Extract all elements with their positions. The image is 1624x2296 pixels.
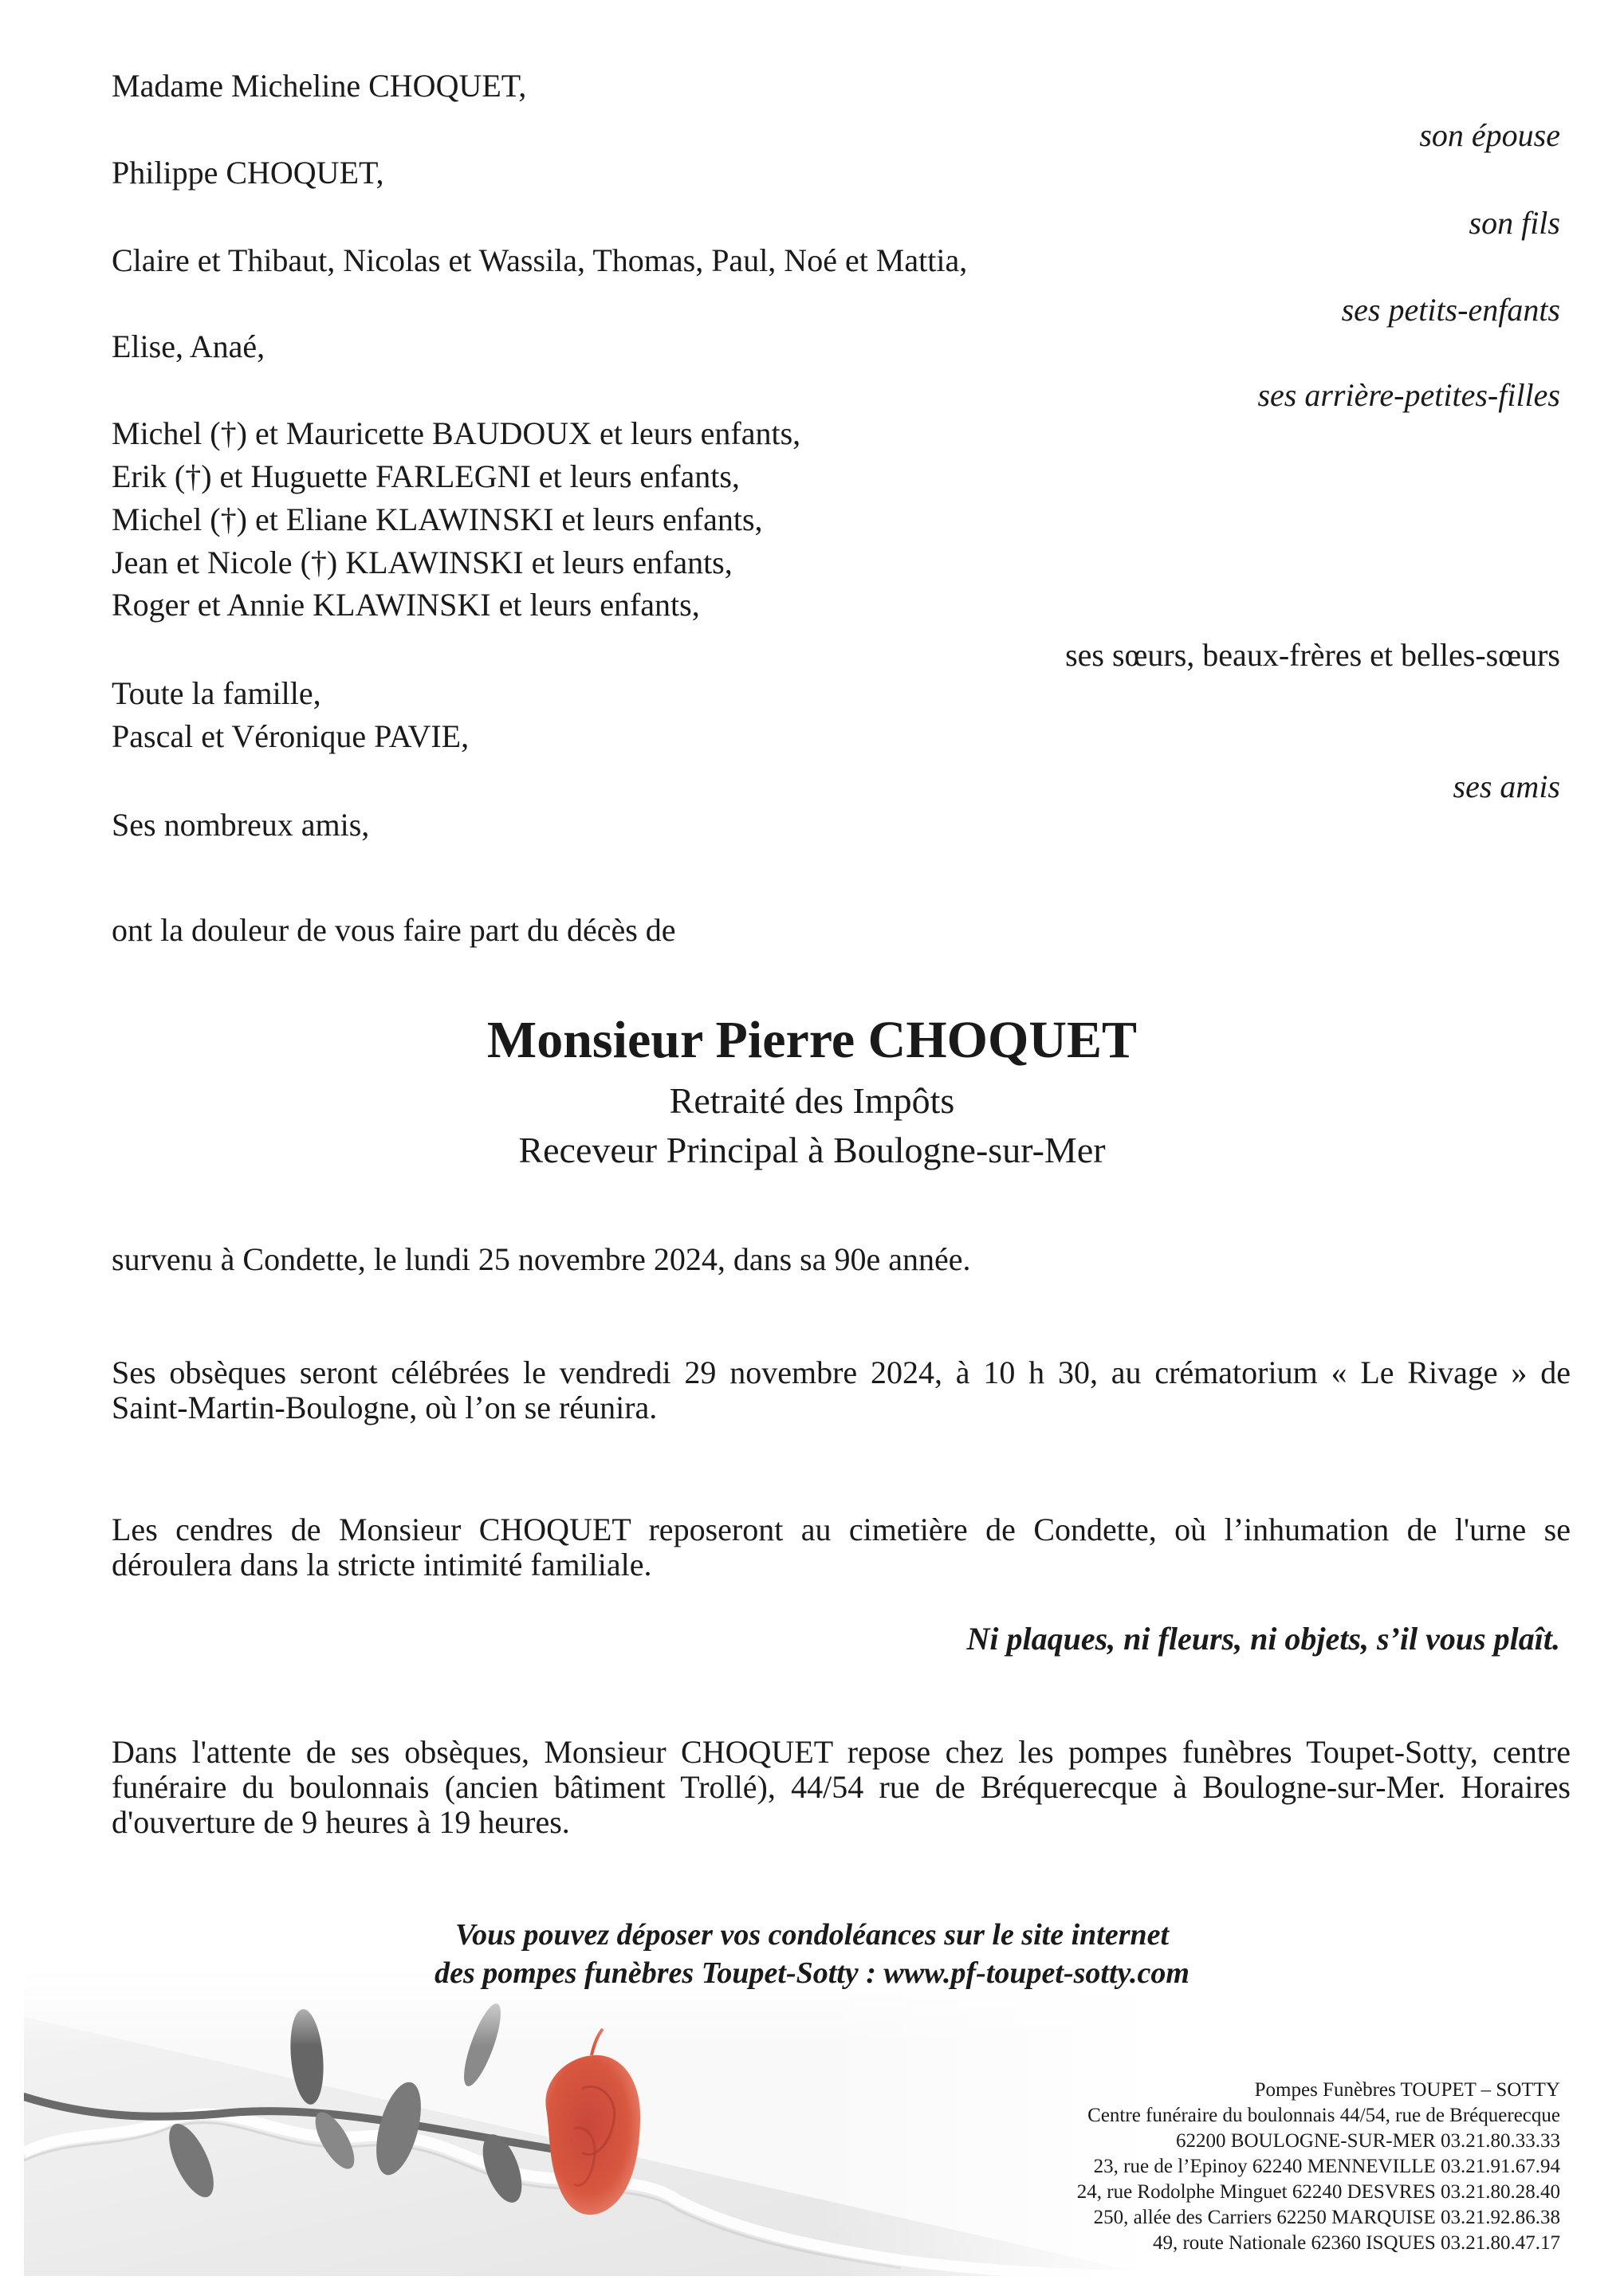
rest-paragraph: [112, 1735, 1571, 1840]
relation-label: ses petits-enfants: [1341, 292, 1560, 328]
rose-on-beach-photo: [24, 1969, 1156, 2276]
relation-label: son épouse: [1419, 117, 1560, 153]
funeral-home-name: Pompes Funèbres TOUPET – SOTTY: [1254, 2079, 1560, 2101]
deceased-title-1: Retraité des Impôts: [669, 1080, 955, 1121]
family-line: Erik (†) et Huguette FARLEGNI et leurs enfants,: [112, 458, 740, 494]
no-flowers-notice: Ni plaques, ni fleurs, ni objets, s’il vous plaît.: [966, 1621, 1560, 1657]
funeral-paragraph: [112, 1355, 1571, 1425]
footer-address-line: 62200 BOULOGNE-SUR-MER 03.21.80.33.33: [1176, 2130, 1560, 2152]
family-line: Claire et Thibaut, Nicolas et Wassila, Thomas, Paul, Noé et Mattia,: [112, 242, 968, 278]
funeral-home-footer: [1077, 2078, 1560, 2256]
funeral-line: Saint-Martin-Boulogne, où l’on se réunira.: [112, 1390, 658, 1425]
family-line: Jean et Nicole (†) KLAWINSKI et leurs enfants,: [112, 545, 733, 580]
family-line: Philippe CHOQUET,: [112, 155, 384, 191]
ashes-line: Les cendres de Monsieur CHOQUET reposeront au cimetière de Condette, où l’inhumation de l'urne se: [112, 1512, 1571, 1547]
family-line: Elise, Anaé,: [112, 328, 265, 364]
rest-line: Dans l'attente de ses obsèques, Monsieur CHOQUET repose chez les pompes funèbres Toupet-Sotty, centre: [112, 1734, 1571, 1770]
death-notice: survenu à Condette, le lundi 25 novembre 2024, dans sa 90e année.: [112, 1241, 971, 1277]
family-line: Michel (†) et Mauricette BAUDOUX et leurs enfants,: [112, 415, 801, 451]
family-line: Michel (†) et Eliane KLAWINSKI et leurs enfants,: [112, 501, 763, 537]
condolences-line: Vous pouvez déposer vos condoléances sur le site internet: [454, 1918, 1170, 1952]
relation-label: ses amis: [1453, 769, 1560, 804]
ashes-paragraph: [112, 1512, 1571, 1582]
footer-address-line: Centre funéraire du boulonnais 44/54, rue de Bréquerecque: [1087, 2105, 1560, 2126]
footer-address-line: 24, rue Rodolphe Minguet 62240 DESVRES 03.21.80.28.40: [1076, 2181, 1560, 2203]
intro-text: ont la douleur de vous faire part du décès de: [112, 912, 676, 948]
ashes-line: déroulera dans la stricte intimité familiale.: [112, 1547, 652, 1582]
family-line: Roger et Annie KLAWINSKI et leurs enfants,: [112, 587, 700, 623]
family-line: Pascal et Véronique PAVIE,: [112, 718, 470, 754]
condolences-website[interactable]: des pompes funèbres Toupet-Sotty : www.pf-toupet-sotty.com: [435, 1956, 1189, 1990]
relation-label: son fils: [1469, 205, 1560, 241]
relation-label: ses arrière-petites-filles: [1257, 377, 1560, 413]
funeral-line: Ses obsèques seront célébrées le vendredi 29 novembre 2024, à 10 h 30, au crématorium « Le Rivage » de: [112, 1354, 1571, 1390]
footer-address-line: 250, allée des Carriers 62250 MARQUISE 03.21.92.86.38: [1093, 2207, 1560, 2228]
family-line: Madame Micheline CHOQUET,: [112, 68, 527, 104]
rest-line: d'ouverture de 9 heures à 19 heures.: [112, 1804, 570, 1840]
family-line: Ses nombreux amis,: [112, 807, 370, 843]
family-line: Toute la famille,: [112, 675, 321, 711]
rest-line: funéraire du boulonnais (ancien bâtiment Trollé), 44/54 rue de Bréquerecque à Boulogne-sur-Mer. Horaires: [112, 1769, 1571, 1805]
deceased-title-2: Receveur Principal à Boulogne-sur-Mer: [518, 1130, 1106, 1170]
footer-address-line: 49, route Nationale 62360 ISQUES 03.21.80.47.17: [1152, 2232, 1560, 2254]
deceased-name: Monsieur Pierre CHOQUET: [486, 1011, 1138, 1069]
footer-address-line: 23, rue de l’Epinoy 62240 MENNEVILLE 03.21.91.67.94: [1093, 2156, 1560, 2177]
relation-label: ses sœurs, beaux-frères et belles-sœurs: [1065, 637, 1560, 673]
